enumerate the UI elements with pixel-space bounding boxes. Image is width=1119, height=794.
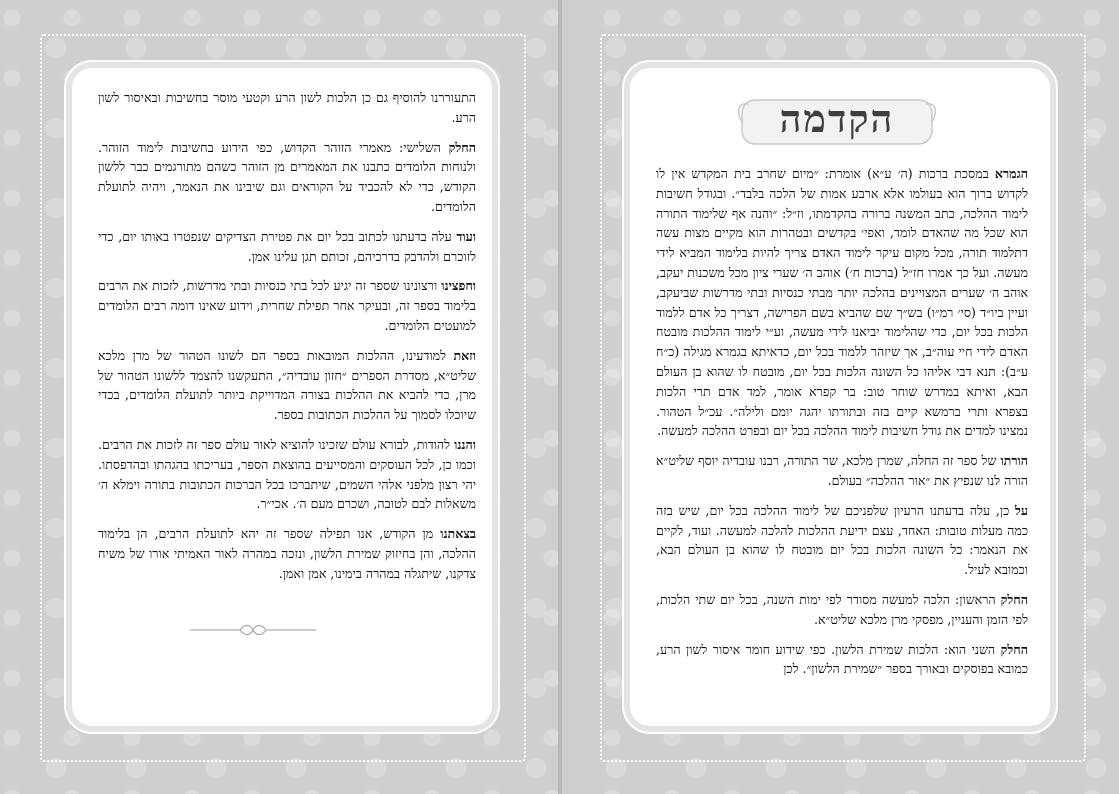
right-paragraph: הגמרא במסכת ברכות (ה׳ ע״א) אומרת: ״מיום שחרב בית המקדש אין לו לקדוש ברוך הוא בעולמו אלא ארבע אמות של הלכה בלבד״. ובגודל חשיבות לימוד ההלכה, כתב המשנה ברורה בהקדמתו, וז״ל: ״והנה אף שלימוד התורה הוא שכל מה שהאדם לומד, ואפי׳ בקדשים ובטהרות הוא מקיים מצות עשה דתלמוד תורה, מכל מקום עיקר לימוד האדם צריך להיות בלימוד המביא לידי מעשה. ועל כך אמרו חז״ל (ברכות ח׳) אוהב ה׳ שערי ציון מכל משכנות יעקב, אוהב ה׳ שערים המצויינים בהלכה יותר מבתי כנסיות ובתי מדרשות שביעקב, ועיין ביו״ד (סי׳ רמ״ו) בש״ך שם שהביא בשם הפרישה, דצריך כל אדם ללמוד הלכות בכל יום, כדי שהלימוד יביאנו לידי מעשה, וע״י לימוד ההלכות מובטח האדם לידי חיי עוה״ב, אך שיזהר ללמוד בכל יום, כדאיתא בגמרא מגילה (כ״ח ע״ב): תנא דבי אליהו כל השונה הלכות בכל יום, מובטח לו שהוא בן העולם הבא, ואיתא במדרש שוחר טוב: בר קפרא אומר, למד אדם תרי הלכות בצפרא ותרי ברמשא קיים בזה ובתורתו יהגה יומם ולילה״. עכ״ל הטהור. נמצינו למדים את גודל חשיבות לימוד ההלכה בכל יום ובפרט ההלכה למעשה. (656, 166, 1029, 439)
right-paragraph: על כן, עלה בדעתנו הרעיון שלפניכם של לימוד ההלכה בכל יום, שיש בזה כמה מעלות טובות: האחד, עצם ידיעת ההלכות להלכה למעשה. ועוד, לקיים את הנאמר: כל השונה הלכות בכל יום מובטח לו שהוא בן העולם הבא, וכמובא לעיל. (656, 502, 1028, 578)
left-paragraph: בצאתנו מן הקודש, אנו תפילה שספר זה יהא לתועלת הרבים, הן בלימוד ההלכה, והן בחיזוק שמירת הלשון, ונזכה במהרה לאור האמיתי אורו של משיח צדקנו, שיתגלה במהרה בימינו, אמן ואמן. (98, 526, 476, 581)
title-ornament (736, 92, 938, 152)
left-page-text (98, 88, 476, 594)
right-paragraph: הורתו של ספר זה החלה, שמרן מלכא, שר התורה, רבנו עובדיה יוסף שליט״א הורה לנו שנפיץ את ״אור ההלכה״ בעולם. (656, 453, 1028, 488)
ornament-divider (188, 622, 318, 638)
right-paragraph: החלק השני הוא: הלכות שמירת הלשון. כפי שידוע חומר איסור לשון הרע, כמובא בפוסקים ובאורך בספר ״שמירת הלשון״. לכן (656, 641, 1028, 677)
left-paragraph: וזאת למודעינו, ההלכות המובאות בספר הם לשונו הטהור של מרן מלכא שליט״א, מסדרת הספרים ״חזון עובדיה״, התעקשנו להצמד ללשונו הטהור של מרן, כדי להביא את ההלכות בצורה המדוייקת ביותר לתועלת הלומדים, בכדי שיוכלו לסמוך על ההלכות הכתובות בספר. (98, 347, 476, 423)
left-paragraph: התעוררנו להוסיף גם כן הלכות לשון הרע וקטעי מוסר בחשיבות ובאיסור לשון הרע. (98, 90, 476, 125)
left-paragraph: ועוד עלה בדעתנו לכתוב בכל יום את פטירת הצדיקים שנפטרו באותו יום, כדי לזוכרם ולהדבק בדרכיהם, זכותם תגן עלינו אמן. (98, 228, 476, 264)
left-paragraph: החלק השלישי: מאמרי הזוהר הקדוש, כפי הידוע בחשיבות לימוד הזוהר. ולנוחות הלומדים כתבנו את המאמרים מן הזוהר כשהם מתורגמים כבר ללשון הקודש, כדי לא להכביד על הקוראים וגם שיבינו את הנאמר, ויהיה לתועלת הלומדים. (98, 139, 476, 214)
right-page-text (656, 164, 1028, 689)
right-paragraph: החלק הראשון: הלכה למעשה מסודר לפי ימות השנה, בכל יום שתי הלכות, לפי הזמן והעניין, מפסקי מרן מלכא שליט״א. (656, 591, 1028, 627)
page-title: הקדמה (779, 96, 895, 141)
left-paragraph: וחפצינו ורצונינו שספר זה יגיע לכל בתי כנסיות ובתי מדרשות, לזכות את הרבים בלימוד בספר זה, ובעיקר אחר תפילת שחרית, וידוע שאינו דומה רבים הלומדים למועטים הלומדים. (98, 278, 476, 333)
left-paragraph: והננו להודות, לבורא עולם שזכינו להוציא לאור עולם ספר זה לזכות את הרבים. וכמו כן, לכל העוסקים והמסייעים בהוצאת הספר, בעריכתו בהגהתו ובהדפסתו. יהי רצון מלפני אלהי השמים, שיתברכו בכל הברכות הכתובות בתורה וימלא ה׳ משאלות לבם לטובה, ושכרם מעם ה׳. אכי״ר. (98, 436, 476, 512)
book-spine (558, 0, 562, 794)
